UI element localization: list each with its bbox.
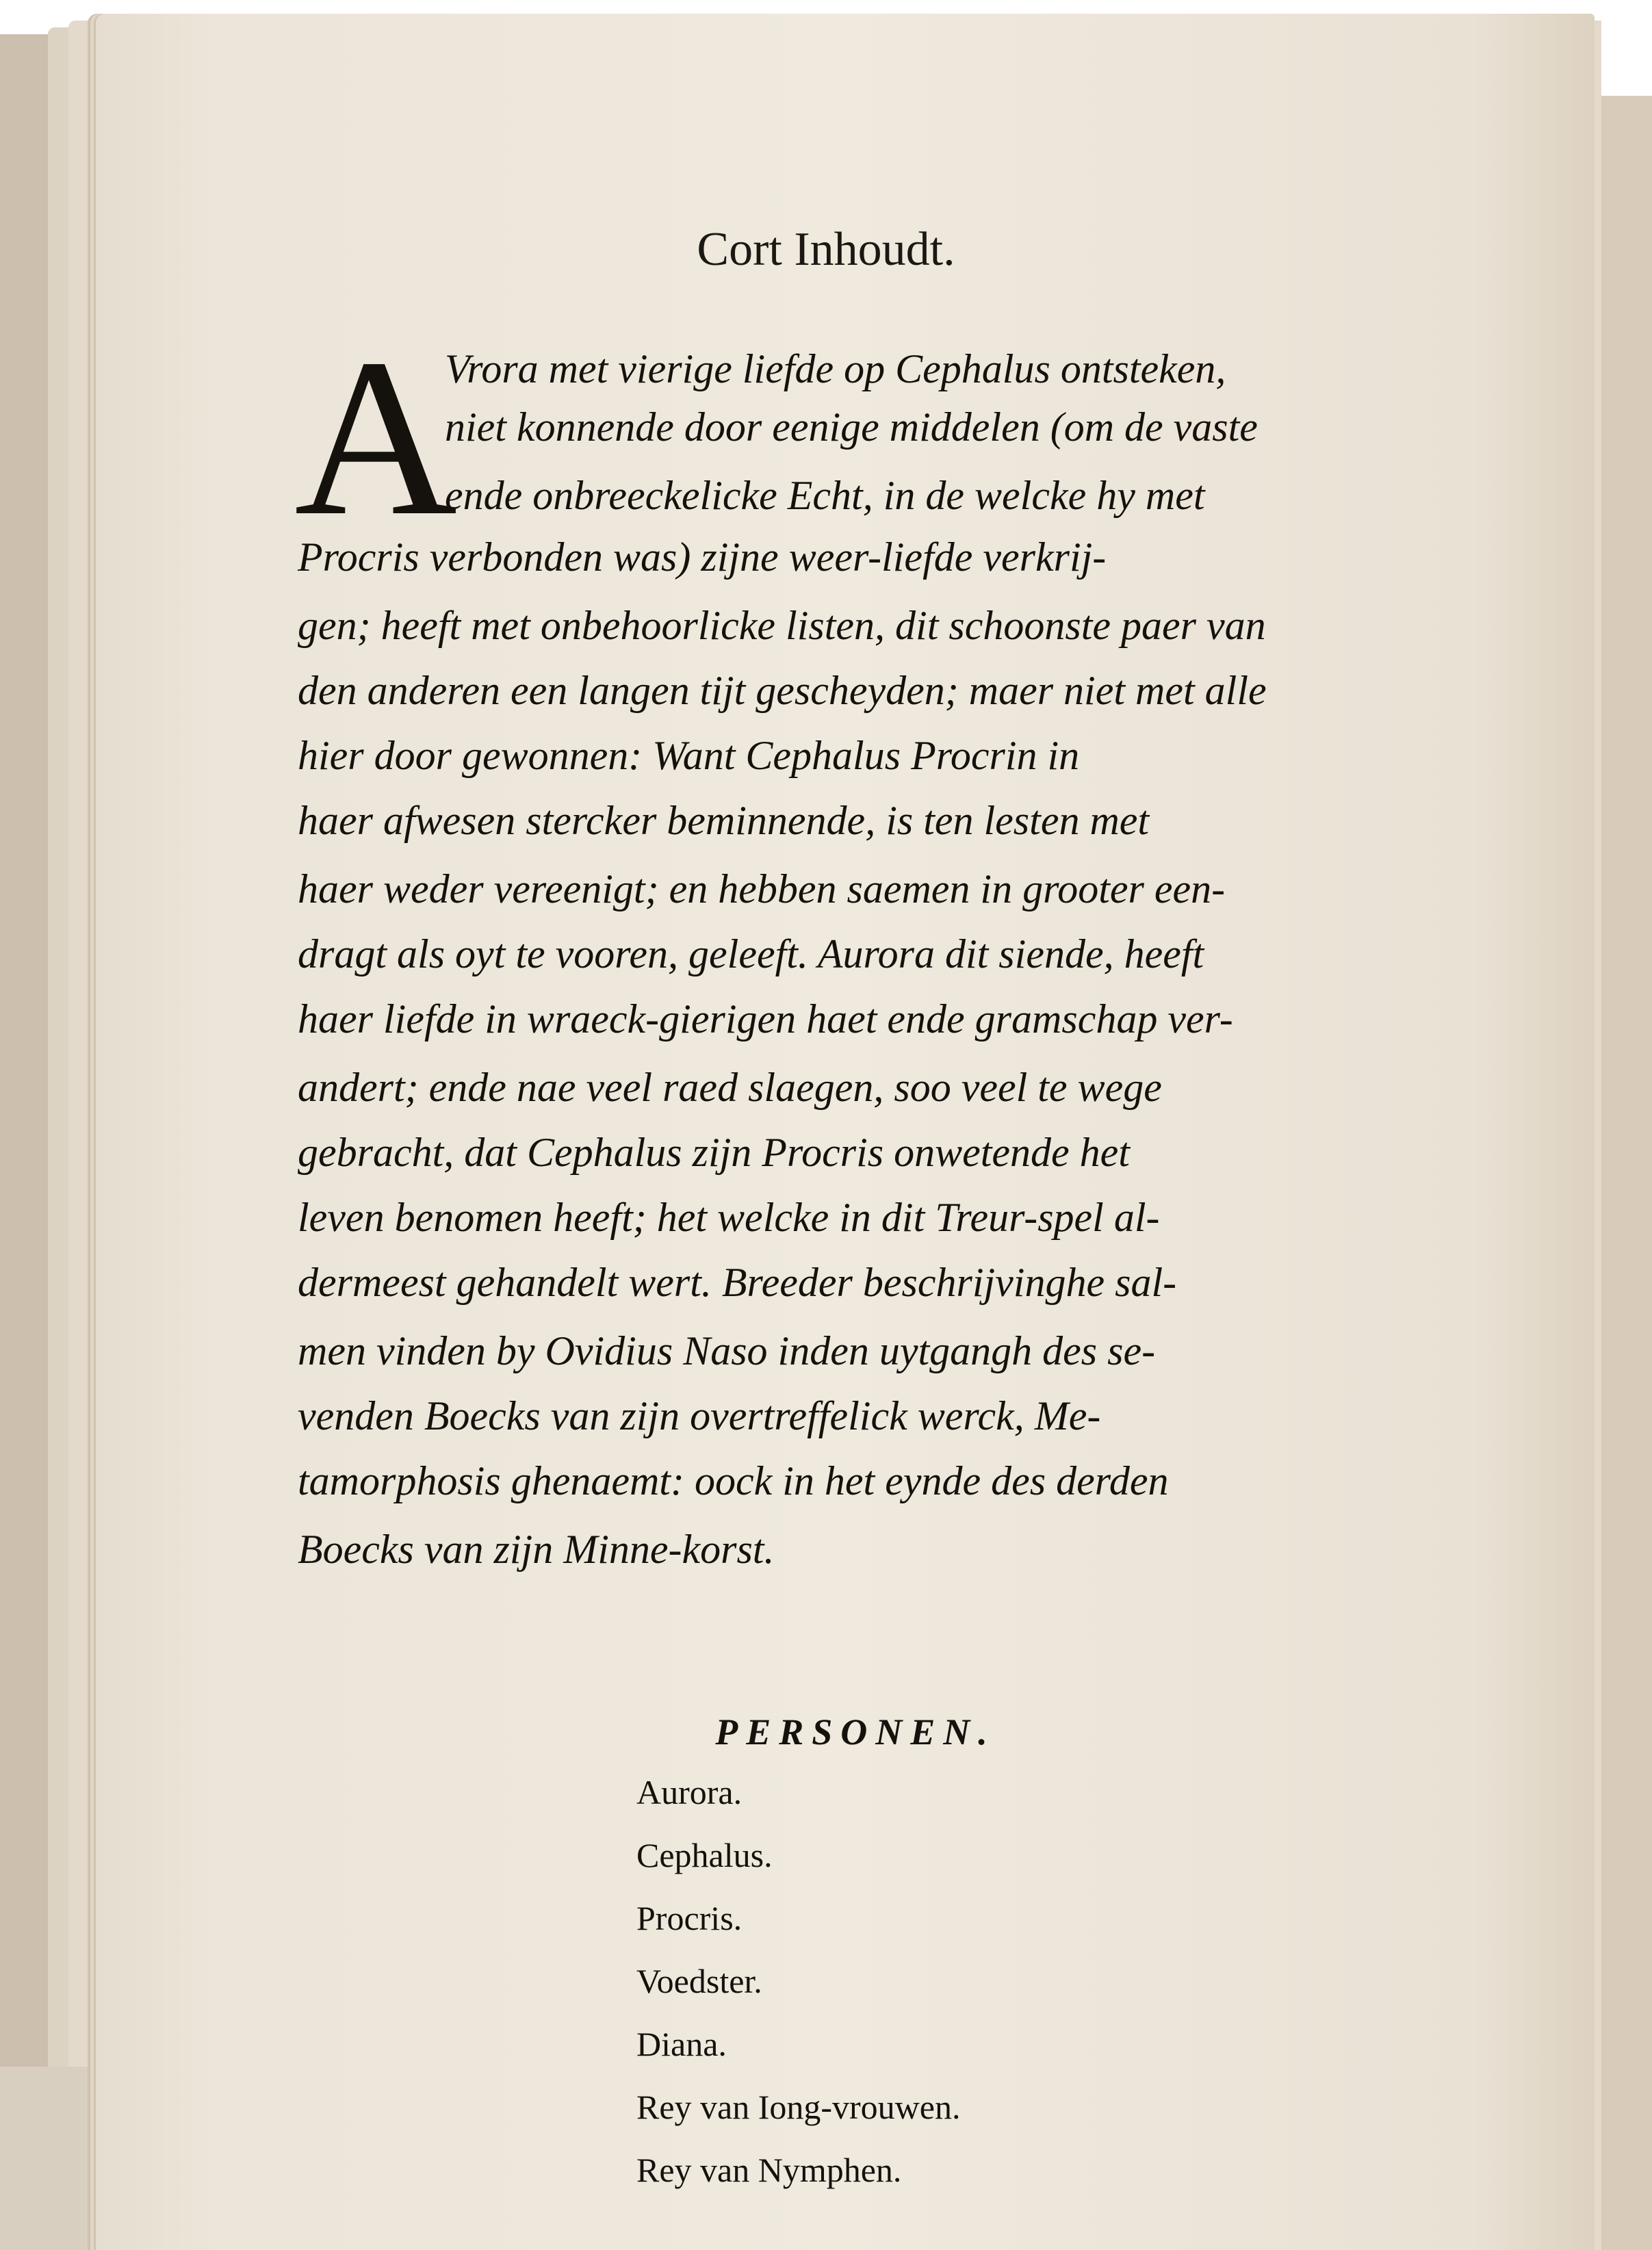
summary-line: andert; ende nae veel raed slaegen, soo veel te wege: [298, 1065, 1162, 1110]
personen-item: Voedster.: [636, 1962, 762, 2000]
personen-item: Aurora.: [636, 1773, 743, 1811]
summary-line: leven benomen heeft; het welcke in dit Treur-spel al-: [298, 1195, 1160, 1240]
summary-line: haer afwesen stercker beminnende, is ten lesten met: [298, 798, 1150, 843]
personen-item: Cephalus.: [636, 1836, 773, 1874]
summary-line: men vinden by Ovidius Naso inden uytgangh des se-: [298, 1328, 1156, 1373]
summary-line: gebracht, dat Cephalus zijn Procris onwetende het: [298, 1130, 1130, 1175]
summary-line: haer liefde in wraeck-gierigen haet ende gramschap ver-: [298, 996, 1233, 1042]
summary-line: gen; heeft met onbehoorlicke listen, dit schoonste paer van: [298, 603, 1266, 648]
page-title: Cort Inhoudt.: [697, 223, 955, 276]
summary-line: Vrora met vierige liefde op Cephalus ontsteken,: [445, 346, 1226, 391]
summary-line: tamorphosis ghenaemt: oock in het eynde des derden: [298, 1458, 1169, 1503]
personen-item: Rey van Iong-vrouwen.: [636, 2088, 961, 2126]
personen-item: Rey van Nymphen.: [636, 2151, 902, 2189]
summary-line: hier door gewonnen: Want Cephalus Procrin in: [298, 733, 1080, 778]
summary-line: dragt als oyt te vooren, geleeft. Aurora dit siende, heeft: [298, 931, 1204, 977]
summary-line: dermeest gehandelt wert. Breeder beschrijvinghe sal-: [298, 1260, 1177, 1305]
summary-line: Procris verbonden was) zijne weer-liefde verkrij-: [298, 534, 1107, 580]
summary-line: niet konnende door eenige middelen (om de vaste: [445, 404, 1258, 450]
summary-line: den anderen een langen tijt gescheyden; maer niet met alle: [298, 668, 1267, 713]
summary-line: venden Boecks van zijn overtreffelick werck, Me-: [298, 1393, 1101, 1438]
personen-item: Diana.: [636, 2025, 727, 2063]
personen-heading: PERSONEN.: [715, 1711, 996, 1753]
personen-list: [636, 1772, 961, 2213]
drop-cap: A: [294, 313, 458, 562]
summary-line: Boecks van zijn Minne-korst.: [298, 1527, 775, 1572]
summary-line: ende onbreeckelicke Echt, in de welcke hy met: [445, 473, 1205, 518]
personen-item: Procris.: [636, 1899, 743, 1937]
summary-line: haer weder vereenigt; en hebben saemen in grooter een-: [298, 866, 1226, 911]
